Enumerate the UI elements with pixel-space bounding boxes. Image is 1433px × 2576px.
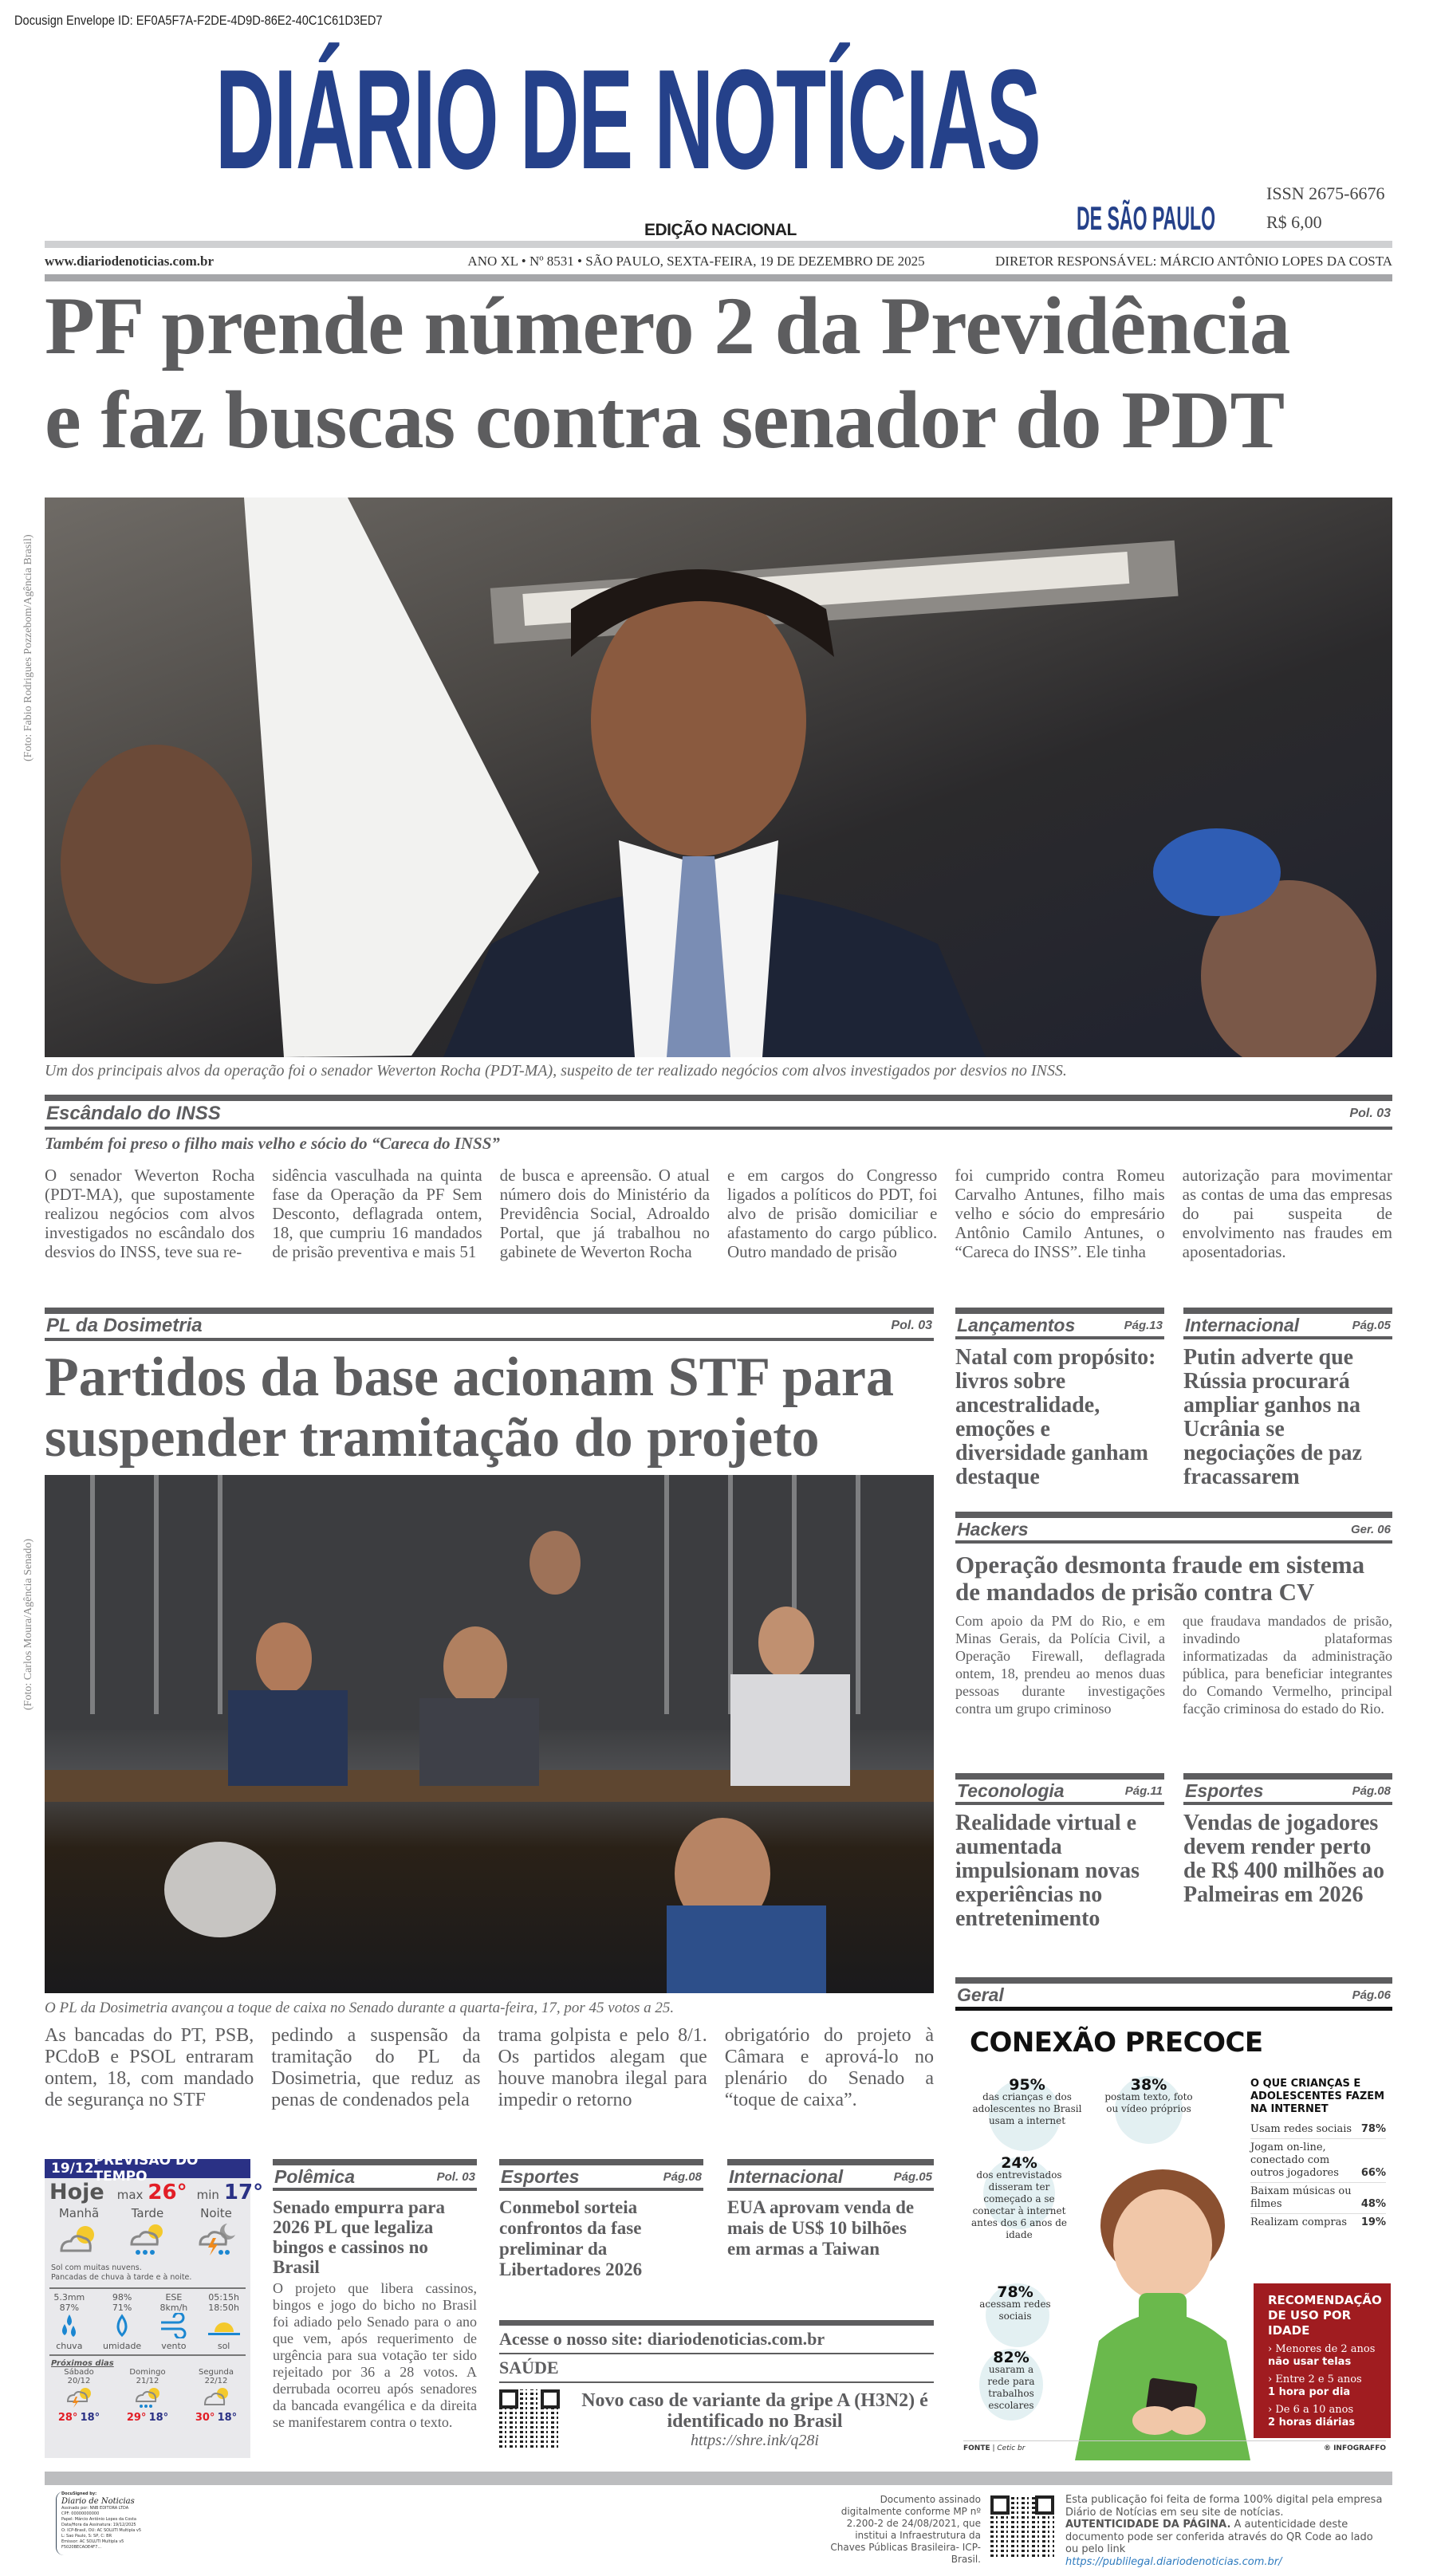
body-column: pedindo a suspensão da tramitação do PL da Dosimetria, que reduz as penas de condenados pela	[271, 2025, 481, 2110]
next-day	[195, 2368, 237, 2424]
section-label: PL da Dosimetria	[46, 1315, 203, 1336]
lead-photo[interactable]	[45, 498, 1392, 1057]
stat-value: 78%	[997, 2283, 1033, 2301]
body-column: sidência vasculhada na quinta fase da Operação da PF Sem Desconto, deflagrada ontem, 18, que cumpriu 16 mandados de prisão preventiva e mais 51	[272, 1166, 482, 1261]
rain-sun-icon	[132, 2385, 163, 2409]
stat-label: vento	[161, 2341, 187, 2351]
issn: ISSN 2675-6676	[1266, 183, 1385, 203]
day-max: 28°	[57, 2412, 78, 2424]
signature-name: Diario de Noticias	[61, 2497, 135, 2506]
website-link[interactable]: www.diariodenoticias.com.br	[45, 254, 215, 269]
source-name: Cetic br	[997, 2444, 1026, 2452]
signature-line: Papel: Márcio Antônio Lopes da Costa	[61, 2517, 136, 2522]
site-box	[499, 2320, 934, 2450]
section-label: Internacional	[729, 2165, 844, 2187]
activity-label: Realizam compras	[1250, 2216, 1347, 2228]
info-bar	[45, 254, 1392, 271]
stat-top: ESE	[165, 2292, 183, 2303]
body-column: autorização para movimentar as contas de uma das empresas do pai suspeita de envolvimento nas fraudes em aposentadorias.	[1182, 1166, 1392, 1261]
senate-photo-illustration	[45, 1475, 934, 1993]
qr-code-icon[interactable]	[499, 2389, 560, 2450]
body-column: Com apoio da PM do Rio, e em Minas Gerais, da Polícia Civil, a Operação Firewall, deflagrada ontem, 18, prendeu ao menos duas pessoas durante investigações contra um grupo criminoso	[955, 1613, 1165, 1717]
stat-label: chuva	[56, 2341, 83, 2351]
docusign-signature-block	[56, 2491, 175, 2555]
stat-mid: 87%	[59, 2303, 80, 2313]
section-header	[955, 1308, 1164, 1339]
next-days	[45, 2368, 250, 2424]
issue-info: ANO XL • Nº 8531 • SÃO PAULO, SEXTA-FEIRA, 19 DE DEZEMBRO DE 2025	[467, 254, 925, 269]
section-label: Esportes	[501, 2165, 580, 2187]
section-label: Geral	[957, 1984, 1004, 2005]
esportes-headline: Conmebol sorteia confrontos da fase preliminar da Libertadores 2026	[499, 2197, 643, 2279]
rec-rule: 1 hora por dia	[1268, 2386, 1351, 2398]
stat-label: sol	[217, 2341, 230, 2351]
weather-widget	[45, 2153, 264, 2458]
stat-vento	[159, 2292, 188, 2351]
lead-photo-credit: (Foto: Fabio Rodrigues Pozzebom/Agência Brasil)	[22, 534, 34, 761]
rec-rule: não usar telas	[1268, 2356, 1352, 2368]
stat-mid: 8km/h	[159, 2303, 188, 2313]
newspaper-logo: DIÁRIO DE NOTÍCIAS	[215, 40, 1041, 199]
section-page-ref[interactable]: Ger. 06	[1350, 1522, 1391, 1536]
notice-line: Diário de Notícias em seu site de notícias.	[1065, 2506, 1284, 2519]
section-label: Teconologia	[957, 1780, 1065, 1801]
next-day	[127, 2368, 168, 2424]
activities-title: O QUE CRIANÇAS E ADOLESCENTES FAZEM NA INTERNET	[1250, 2078, 1385, 2115]
section-page-ref[interactable]: Pág.05	[1352, 1318, 1391, 1332]
newspaper-logo-subtitle: DE SÃO PAULO	[1077, 199, 1216, 237]
side-headline: Putin adverte que Rússia procurará ampliar ganhos na Ucrânia se negociações de paz fracassarem	[1183, 1345, 1362, 1489]
stat-sol	[207, 2292, 242, 2351]
story-esportes-libertadores[interactable]	[499, 2159, 703, 2280]
activity-label: Baixam músicas ou filmes	[1250, 2185, 1352, 2210]
stat-mid: 18:50h	[208, 2303, 239, 2313]
second-photo-credit: (Foto: Carlos Moura/Agência Senado)	[22, 1538, 34, 1710]
stat-top: 98%	[112, 2292, 132, 2303]
section-label: Esportes	[1185, 1780, 1264, 1801]
activity-label: Usam redes sociais	[1250, 2123, 1352, 2135]
next-days-label: Próximos dias	[51, 2359, 114, 2368]
auth-text: A autenticidade deste documento pode ser conferida através do QR Code ao lado ou pelo link	[1065, 2519, 1373, 2555]
weather-summary	[45, 2262, 250, 2284]
storm-sun-icon	[63, 2385, 95, 2409]
rec-age: › Menores de 2 anos	[1268, 2343, 1376, 2355]
section-header	[955, 1512, 1392, 1544]
site-access-link[interactable]: Acesse o nosso site: diariodenoticias.com.br	[499, 2320, 934, 2354]
section-page-ref[interactable]: Pág.11	[1124, 1784, 1163, 1798]
masthead-divider	[45, 241, 1392, 248]
sunrise-icon	[207, 2313, 242, 2338]
stat-78	[971, 2283, 1059, 2322]
side-story-tecnologia[interactable]	[955, 1773, 1164, 1931]
section-header	[1183, 1308, 1392, 1339]
second-headline-line: suspender tramitação do projeto	[45, 1407, 820, 1469]
max-label: max	[116, 2188, 144, 2202]
lead-subhead: Também foi preso o filho mais velho e sócio do “Careca do INSS”	[45, 1134, 500, 1153]
side-headline: Vendas de jogadores devem render perto de R$ 400 milhões ao Palmeiras em 2026	[1183, 1811, 1384, 1907]
story-internacional-taiwan[interactable]	[727, 2159, 934, 2259]
next-day	[58, 2368, 100, 2424]
divider	[49, 2354, 246, 2356]
day-min: 18°	[80, 2412, 100, 2424]
infographic-conexao-precoce	[955, 2014, 1392, 2460]
stat-value: 95%	[1009, 2076, 1045, 2094]
activities-panel	[1250, 2078, 1386, 2232]
body-column: As bancadas do PT, PSB, PCdoB e PSOL entraram ontem, 18, com mandado de segurança no STF	[45, 2025, 254, 2110]
section-page-ref[interactable]: Pág.08	[1352, 1784, 1391, 1798]
summary-line: Pancadas de chuva à tarde e à noite.	[51, 2273, 192, 2282]
second-headline-line: Partidos da base acionam STF para	[45, 1347, 894, 1408]
section-label: Polêmica	[274, 2165, 355, 2187]
authenticity-qr-code-icon[interactable]	[990, 2495, 1054, 2559]
recommendation-title: RECOMENDAÇÃO DE USO POR IDADE	[1268, 2293, 1382, 2338]
stat-text: usaram a rede para trabalhos escolares	[987, 2364, 1035, 2411]
signature-line: Assinado por: NNB EDITORA LTDA	[61, 2506, 129, 2511]
day-max: 30°	[195, 2412, 215, 2424]
day-date: 20/12	[67, 2377, 91, 2385]
day-max: 29°	[126, 2412, 147, 2424]
stat-value: 82%	[993, 2349, 1029, 2366]
rec-rule: 2 horas diárias	[1268, 2417, 1356, 2429]
senator-photo-illustration	[45, 498, 1392, 1057]
body-column: e em cargos do Congresso ligados a políticos do PDT, foi alvo de prisão domiciliar e afastamento do cargo público. Outro mandado de prisão	[726, 1166, 938, 1261]
section-header	[727, 2159, 934, 2191]
activity-row	[1250, 2214, 1386, 2232]
stat-38	[1103, 2076, 1195, 2115]
activity-row	[1250, 2121, 1386, 2139]
weather-date: 19/12	[51, 2161, 94, 2177]
rain-drops-icon	[57, 2313, 81, 2338]
stat-mid: 71%	[112, 2303, 132, 2313]
day-min: 18°	[148, 2412, 169, 2424]
auth-label: AUTENTICIDADE DA PÁGINA.	[1065, 2519, 1231, 2531]
stat-chuva	[53, 2292, 85, 2351]
sun-cloud-icon	[200, 2385, 232, 2409]
side-story-lancamentos[interactable]	[955, 1308, 1164, 1489]
day-name: Segunda	[199, 2368, 234, 2377]
day-min: 18°	[217, 2412, 238, 2424]
body-column: obrigatório do projeto à Câmara e aprová-lo no plenário do Senado a “toque de caixa”.	[724, 2025, 934, 2110]
period-tarde	[124, 2206, 171, 2262]
infographic-footer: FONTE | Cetic br ® INFOGRAFFO	[963, 2440, 1386, 2452]
lead-headline[interactable]	[45, 279, 1400, 467]
health-section-label: SAÚDE	[499, 2354, 934, 2383]
lead-headline-line: e faz buscas contra senador do PDT	[45, 375, 1285, 466]
polemica-body: O projeto que libera cassinos, bingos e jogo do bicho no Brasil foi adiado pelo Senado para o ano que vem, após requerimento de urgência para sua votação ter sido rejeitado por 36 a 28 votos. A derrubada ocorreu após senadores da bancada evangélica e da direita se manifestarem contra o texto.	[273, 2280, 477, 2430]
min-label: min	[196, 2188, 219, 2202]
section-header	[273, 2159, 477, 2191]
today-label: Hoje	[49, 2180, 104, 2204]
body-column: de busca e apreensão. O atual número dois do Ministério da Previdência Social, Adroaldo Portal, que já trabalhou no gabinete de Weverton Rocha	[499, 1166, 710, 1261]
signature-line: CPF: 00000000000	[61, 2511, 100, 2516]
price: R$ 6,00	[1266, 212, 1322, 232]
authenticity-notice	[1065, 2494, 1384, 2568]
activity-row	[1250, 2183, 1386, 2214]
activity-label: Jogam on-line, conectado com outros jogadores	[1250, 2141, 1339, 2179]
section-header	[499, 2159, 703, 2191]
recommendation-item	[1268, 2343, 1376, 2369]
health-story[interactable]	[499, 2389, 934, 2450]
stat-top: 05:15h	[208, 2292, 239, 2303]
senate-photo[interactable]	[45, 1475, 934, 1993]
body-column: trama golpista e pelo 8/1. Os partidos alegam que houve manobra ilegal para impedir o retorno	[498, 2025, 707, 2110]
lead-headline-line: PF prende número 2 da Previdência	[45, 281, 1290, 372]
section-label: Internacional	[1185, 1314, 1300, 1335]
lead-photo-caption: Um dos principais alvos da operação foi o senador Weverton Rocha (PDT-MA), suspeito de ter realizado negócios com alvos investigados por desvios no INSS.	[45, 1062, 1067, 1080]
notice-line: Esta publicação foi feita de forma 100% digital pela empresa	[1065, 2494, 1383, 2506]
section-header-escandalo-inss	[45, 1095, 1392, 1130]
recommendation-item	[1268, 2404, 1376, 2429]
section-page-ref[interactable]: Pág.08	[663, 2169, 702, 2184]
section-header-geral	[955, 1977, 1392, 2011]
footer-divider	[45, 2472, 1392, 2485]
second-headline[interactable]	[45, 1347, 938, 1469]
body-column: que fraudava mandados de prisão, invadindo plataformas informatizadas da administração pública, para beneficiar integrantes do Comando Vermelho, principal facção criminosa do estado do Rio.	[1183, 1613, 1392, 1717]
weather-stats	[45, 2292, 250, 2351]
wind-icon	[159, 2313, 188, 2338]
divider	[49, 2287, 246, 2289]
health-link[interactable]: https://shre.ink/q28i	[691, 2431, 819, 2449]
health-headline: Novo caso de variante da gripe A (H3N2) é identificado no Brasil	[581, 2389, 928, 2432]
authenticity-link[interactable]: https://publilegal.diariodenoticias.com.br/	[1065, 2555, 1282, 2568]
section-page-ref[interactable]: Pol. 03	[436, 2169, 475, 2184]
signature-code: F5020BECAOE4F7...	[61, 2545, 102, 2550]
stat-text: acessam redes sociais	[979, 2299, 1051, 2322]
section-header	[955, 1773, 1164, 1805]
side-story-internacional[interactable]	[1183, 1308, 1392, 1489]
digital-signature-legal: Documento assinado digitalmente conforme MP nº 2.200-2 de 24/08/2021, que institui a Infraestrutura da Chaves Públicas Brasileira- ICP-Brasil.	[830, 2494, 981, 2565]
recommendation-box	[1254, 2283, 1391, 2438]
summary-line: Sol com muitas nuvens.	[51, 2263, 142, 2272]
weather-title: PREVISÃO DO TEMPO	[93, 2153, 199, 2185]
weather-header	[45, 2153, 250, 2185]
signature-line: Data/Hora da Assinatura: 19/12/2025	[61, 2523, 136, 2527]
director-info: DIRETOR RESPONSÁVEL: MÁRCIO ANTÔNIO LOPES DA COSTA	[995, 254, 1392, 269]
recommendation-item	[1268, 2373, 1376, 2399]
section-label: Escândalo do INSS	[46, 1103, 221, 1124]
signature-label: DocuSigned by:	[61, 2491, 97, 2496]
day-date: 21/12	[136, 2377, 159, 2385]
sun-cloud-icon	[55, 2220, 103, 2259]
section-page-ref[interactable]: Pág.05	[893, 2169, 932, 2184]
hackers-body	[955, 1612, 1392, 1717]
period-label: Noite	[200, 2206, 232, 2220]
stat-text: postam texto, foto ou vídeo próprios	[1104, 2091, 1193, 2114]
section-page-ref[interactable]: Pág.13	[1124, 1318, 1163, 1332]
period-noite	[192, 2206, 240, 2262]
stat-umidade	[103, 2292, 141, 2351]
polemica-headline: Senado empurra para 2026 PL que legaliza bingos e cassinos no Brasil	[273, 2197, 445, 2277]
activity-row	[1250, 2139, 1386, 2183]
side-story-esportes[interactable]	[1183, 1773, 1392, 1907]
child-with-phone-illustration	[1067, 2157, 1258, 2460]
stat-top: 5.3mm	[53, 2292, 85, 2303]
stat-value: 38%	[1130, 2076, 1167, 2094]
activity-value: 66%	[1360, 2167, 1386, 2179]
section-page-ref[interactable]: Pol. 03	[891, 1319, 932, 1332]
humidity-drop-icon	[110, 2313, 134, 2338]
weather-periods	[45, 2206, 250, 2262]
stat-value: 24%	[1001, 2154, 1037, 2172]
health-story-text	[576, 2390, 934, 2450]
section-label: Lançamentos	[957, 1314, 1076, 1335]
section-page-ref[interactable]: Pol. 03	[1349, 1107, 1391, 1120]
hackers-headline: Operação desmonta fraude em sistema de mandados de prisão contra CV	[955, 1551, 1365, 1606]
story-hackers[interactable]	[955, 1512, 1392, 1717]
activity-value: 78%	[1360, 2123, 1386, 2135]
internacional-headline: EUA aprovam venda de mais de US$ 10 bilhões em armas a Taiwan	[727, 2197, 915, 2259]
stat-95	[963, 2076, 1091, 2127]
signature-line: L: Sao Paulo, S: SP, C: BR	[61, 2534, 112, 2539]
signature-line: O: ICP-Brasil, OU: AC SOLUTI Multipla v5	[61, 2528, 142, 2533]
rec-age: › De 6 a 10 anos	[1268, 2404, 1354, 2416]
second-story-body	[45, 2025, 934, 2111]
source-label: FONTE	[963, 2444, 990, 2452]
moon-storm-icon	[192, 2220, 240, 2259]
section-label: Hackers	[957, 1518, 1029, 1540]
infographic-credit: ® INFOGRAFFO	[1323, 2444, 1386, 2452]
min-temp: 17°	[223, 2181, 264, 2204]
period-manha	[55, 2206, 103, 2262]
side-headline: Natal com propósito: livros sobre ancestralidade, emoções e diversidade ganham destaque	[955, 1345, 1156, 1489]
lead-story-body	[45, 1166, 1392, 1261]
stat-label: umidade	[102, 2341, 142, 2351]
stat-text: dos entrevistados disseram ter começado a se conectar à internet antes dos 6 anos de idade	[971, 2169, 1067, 2240]
stat-text: das crianças e dos adolescentes no Brasil usam a internet	[972, 2091, 1082, 2126]
second-photo-caption: O PL da Dosimetria avançou a toque de caixa no Senado durante a quarta-feira, 17, por 45 votos a 25.	[45, 2000, 675, 2016]
period-label: Manhã	[58, 2206, 100, 2220]
max-temp: 26°	[148, 2181, 187, 2204]
day-date: 22/12	[204, 2377, 228, 2385]
edition-label: EDIÇÃO NACIONAL	[644, 221, 797, 239]
section-page-ref[interactable]: Pág.06	[1352, 1988, 1391, 2002]
day-name: Sábado	[64, 2368, 94, 2377]
rec-age: › Entre 2 e 5 anos	[1268, 2373, 1362, 2385]
day-name: Domingo	[129, 2368, 166, 2377]
body-column: O senador Weverton Rocha (PDT-MA), que supostamente realizou negócios com alvos investigados no escândalo dos desvios do INSS, teve sua re-	[45, 1166, 255, 1261]
stat-24	[967, 2154, 1071, 2241]
body-column: foi cumprido contra Romeu Carvalho Antunes, filho mais velho e sócio do empresário Antônio Camilo Antunes, o “Careca do INSS”. Ele tinha	[955, 1166, 1165, 1261]
infographic-title: CONEXÃO PRECOCE	[970, 2027, 1263, 2059]
activity-value: 48%	[1360, 2198, 1386, 2210]
section-header-pl-dosimetria	[45, 1308, 934, 1341]
stat-82	[979, 2349, 1043, 2412]
story-polemica[interactable]	[273, 2159, 477, 2431]
side-headline: Realidade virtual e aumentada impulsionam novas experiências no entretenimento	[955, 1811, 1140, 1931]
activity-value: 19%	[1360, 2216, 1386, 2228]
period-label: Tarde	[131, 2206, 164, 2220]
sun-cloud-rain-icon	[124, 2220, 171, 2259]
signature-line: Emissor: AC SOLUTI Multipla v5	[61, 2539, 124, 2544]
section-header	[1183, 1773, 1392, 1805]
docusign-envelope-id: Docusign Envelope ID: EF0A5F7A-F2DE-4D9D-86E2-40C1C61D3ED7	[14, 13, 383, 28]
